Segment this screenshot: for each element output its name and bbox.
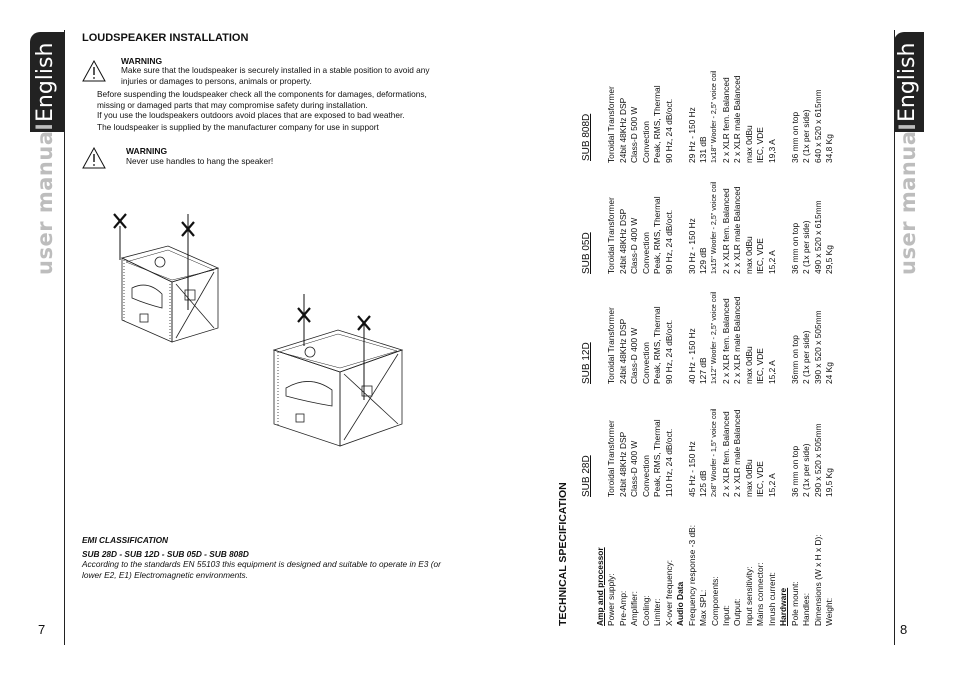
spec-value: 24bit 48KHz DSP <box>617 318 628 384</box>
spec-label: Pole mount: <box>789 581 800 626</box>
spec-label: Inrush current: <box>766 572 777 626</box>
left-sidebar-label: user manual <box>33 122 57 275</box>
spec-model-heading: SUB 12D <box>581 342 592 384</box>
warning-icon-handles <box>82 147 106 169</box>
spec-value: 131 dB <box>698 136 709 163</box>
spec-label: Max SPL: <box>698 589 709 626</box>
spec-value: 15,2 A <box>766 250 777 274</box>
spec-value: Toroidal Transformer <box>606 197 617 274</box>
spec-value: 30 Hz - 150 Hz <box>686 218 697 274</box>
spec-label: Amp and processor <box>595 547 605 626</box>
spec-value: 2 x XLR fem. Balanced <box>720 77 731 163</box>
spec-value: Toroidal Transformer <box>606 307 617 384</box>
warning-handles-text: Never use handles to hang the speaker! <box>126 156 274 166</box>
spec-value: 2 x XLR fem. Balanced <box>720 411 731 497</box>
spec-value: 640 x 520 x 615mm <box>812 89 823 163</box>
spec-value: 45 Hz - 150 Hz <box>686 441 697 497</box>
spec-label: Handles: <box>801 592 812 626</box>
spec-value: max 0dBu <box>743 236 754 274</box>
spec-model-heading: SUB 28D <box>581 455 592 497</box>
spec-value: 2 (1x per side) <box>801 443 812 497</box>
spec-value: Class-D 400 W <box>629 440 640 497</box>
spec-label: Components: <box>709 576 720 626</box>
spec-value: max 0dBu <box>743 125 754 163</box>
spec-value: 36 mm on top <box>789 445 800 497</box>
spec-value: 24bit 48KHz DSP <box>617 431 628 497</box>
spec-value: Class-D 400 W <box>629 327 640 384</box>
spec-value: IEC, VDE <box>755 348 766 384</box>
spec-value: 1x12" Woofer - 2,5" voice coil <box>709 291 718 384</box>
spec-value: 34,8 Kg <box>824 134 834 163</box>
spec-value: 1x15" Woofer - 2,5" voice coil <box>709 181 718 274</box>
spec-value: 2 x XLR male Balanced <box>732 186 743 274</box>
spec-label: Frequency response -3 dB: <box>686 524 697 626</box>
right-page-number: 8 <box>900 622 908 637</box>
spec-value: 2 (1x per side) <box>801 109 812 163</box>
warning-title: WARNING <box>121 56 163 66</box>
left-language-tab-label: English <box>33 42 58 122</box>
spec-label: Weight: <box>824 597 834 626</box>
spec-label: Audio Data <box>675 581 686 626</box>
spec-value: 2 (1x per side) <box>801 220 812 274</box>
spec-label: Limiter: <box>652 598 663 626</box>
emi-text: According to the standards EN 55103 this equipment is designed and suitable to operate in E3 (or lower E2, E1) Electromagnetic environments. <box>82 559 441 580</box>
spec-value: Peak, RMS, Thermal <box>652 196 663 274</box>
spec-value: Toroidal Transformer <box>606 86 617 163</box>
spec-value: 19,3 A <box>766 139 777 163</box>
spec-value: 2 x XLR fem. Balanced <box>720 298 731 384</box>
spec-value: 129 dB <box>698 247 709 274</box>
spec-label: X-over frequency: <box>663 559 674 626</box>
spec-value: 36 mm on top <box>789 222 800 274</box>
spec-value: Toroidal Transformer <box>606 420 617 497</box>
spec-value: Peak, RMS, Thermal <box>652 419 663 497</box>
spec-value: 19,5 Kg <box>824 468 834 497</box>
warning-icon <box>82 60 106 82</box>
spec-value: 2 x XLR fem. Balanced <box>720 188 731 274</box>
spec-value: IEC, VDE <box>755 461 766 497</box>
spec-value: max 0dBu <box>743 459 754 497</box>
spec-value: max 0dBu <box>743 346 754 384</box>
spec-value: 2 x XLR male Balanced <box>732 409 743 497</box>
spec-value: 127 dB <box>698 357 709 384</box>
spec-label: Dimensions (W x H x D): <box>812 534 823 626</box>
spec-value: 2 x XLR male Balanced <box>732 75 743 163</box>
spec-value: Peak, RMS, Thermal <box>652 85 663 163</box>
spec-title: TECHNICAL SPECIFICATION <box>557 482 569 626</box>
spec-value: Convection <box>640 455 651 497</box>
emi-title: EMI CLASSIFICATION <box>82 535 169 545</box>
spec-value: 24 Kg <box>824 362 834 384</box>
spec-model-heading: SUB 808D <box>581 113 592 161</box>
inspection-paragraph: Before suspending the loudspeaker check all the components for damages, deformations, missing or damaged parts that may compromise safety during installation. <box>97 89 427 110</box>
spec-value: Convection <box>640 121 651 163</box>
right-sidebar-label: user manual <box>896 122 920 275</box>
warning-text: Make sure that the loudspeaker is securely installed in a stable position to avoid any injuries or damages to persons, animals or property. <box>121 65 430 86</box>
spec-label: Hardware <box>778 587 789 626</box>
spec-label: Power supply: <box>606 573 617 626</box>
spec-label: Pre-Amp: <box>617 590 628 626</box>
spec-value: 29 Hz - 150 Hz <box>686 107 697 163</box>
outdoor-paragraph: If you use the loudspeakers outdoors avoid places that are exposed to bad weather. <box>97 110 405 120</box>
spec-value: Convection <box>640 342 651 384</box>
supply-paragraph: The loudspeaker is supplied by the manufacturer company for use in support <box>97 122 379 132</box>
spec-value: 290 x 520 x 505mm <box>812 423 823 497</box>
spec-value: 15,2 A <box>766 473 777 497</box>
spec-label: Output: <box>732 598 743 626</box>
spec-value: 2 (1x per side) <box>801 330 812 384</box>
spec-value: 90 Hz, 24 dB/oct. <box>663 98 674 163</box>
warning-handles-title: WARNING <box>126 146 168 156</box>
spec-value: 2 x XLR male Balanced <box>732 296 743 384</box>
emi-models: SUB 28D - SUB 12D - SUB 05D - SUB 808D <box>82 549 249 559</box>
right-language-tab-label: English <box>895 42 920 122</box>
spec-value: 24bit 48KHz DSP <box>617 97 628 163</box>
spec-label: Input sensitivity: <box>743 566 754 626</box>
spec-value: 390 x 520 x 505mm <box>812 310 823 384</box>
spec-label: Cooling: <box>640 595 651 626</box>
spec-value: 110 Hz, 24 dB/oct. <box>663 428 674 497</box>
spec-value: 90 Hz, 24 dB/oct. <box>663 319 674 384</box>
spec-value: IEC, VDE <box>755 127 766 163</box>
speaker-illustration-1 <box>110 210 230 345</box>
spec-value: 125 dB <box>698 470 709 497</box>
spec-value: 2x8" Woofer - 1,5" voice coil <box>709 408 718 497</box>
spec-value: Class-D 500 W <box>629 106 640 163</box>
spec-value: 36mm on top <box>789 335 800 384</box>
spec-value: Class-D 400 W <box>629 217 640 274</box>
speaker-illustration-2 <box>270 290 410 450</box>
spec-label: Input: <box>720 605 731 626</box>
spec-value: 490 x 520 x 615mm <box>812 200 823 274</box>
spec-value: 15,2 A <box>766 360 777 384</box>
left-page-number: 7 <box>38 622 46 637</box>
spec-label: Mains connector: <box>755 562 766 626</box>
spec-value: 36 mm on top <box>789 111 800 163</box>
spec-value: IEC, VDE <box>755 238 766 274</box>
spec-value: Convection <box>640 232 651 274</box>
spec-model-heading: SUB 05D <box>581 232 592 274</box>
spec-label: Amplifier: <box>629 591 640 626</box>
spec-value: 40 Hz - 150 Hz <box>686 328 697 384</box>
spec-value: 24bit 48KHz DSP <box>617 208 628 274</box>
installation-title: LOUDSPEAKER INSTALLATION <box>82 32 249 44</box>
spec-value: 1x18" Woofer - 2,5" voice coil <box>709 70 718 163</box>
spec-value: 90 Hz, 24 dB/oct. <box>663 209 674 274</box>
spec-value: Peak, RMS, Thermal <box>652 306 663 384</box>
spec-value: 29,5 Kg <box>824 245 834 274</box>
